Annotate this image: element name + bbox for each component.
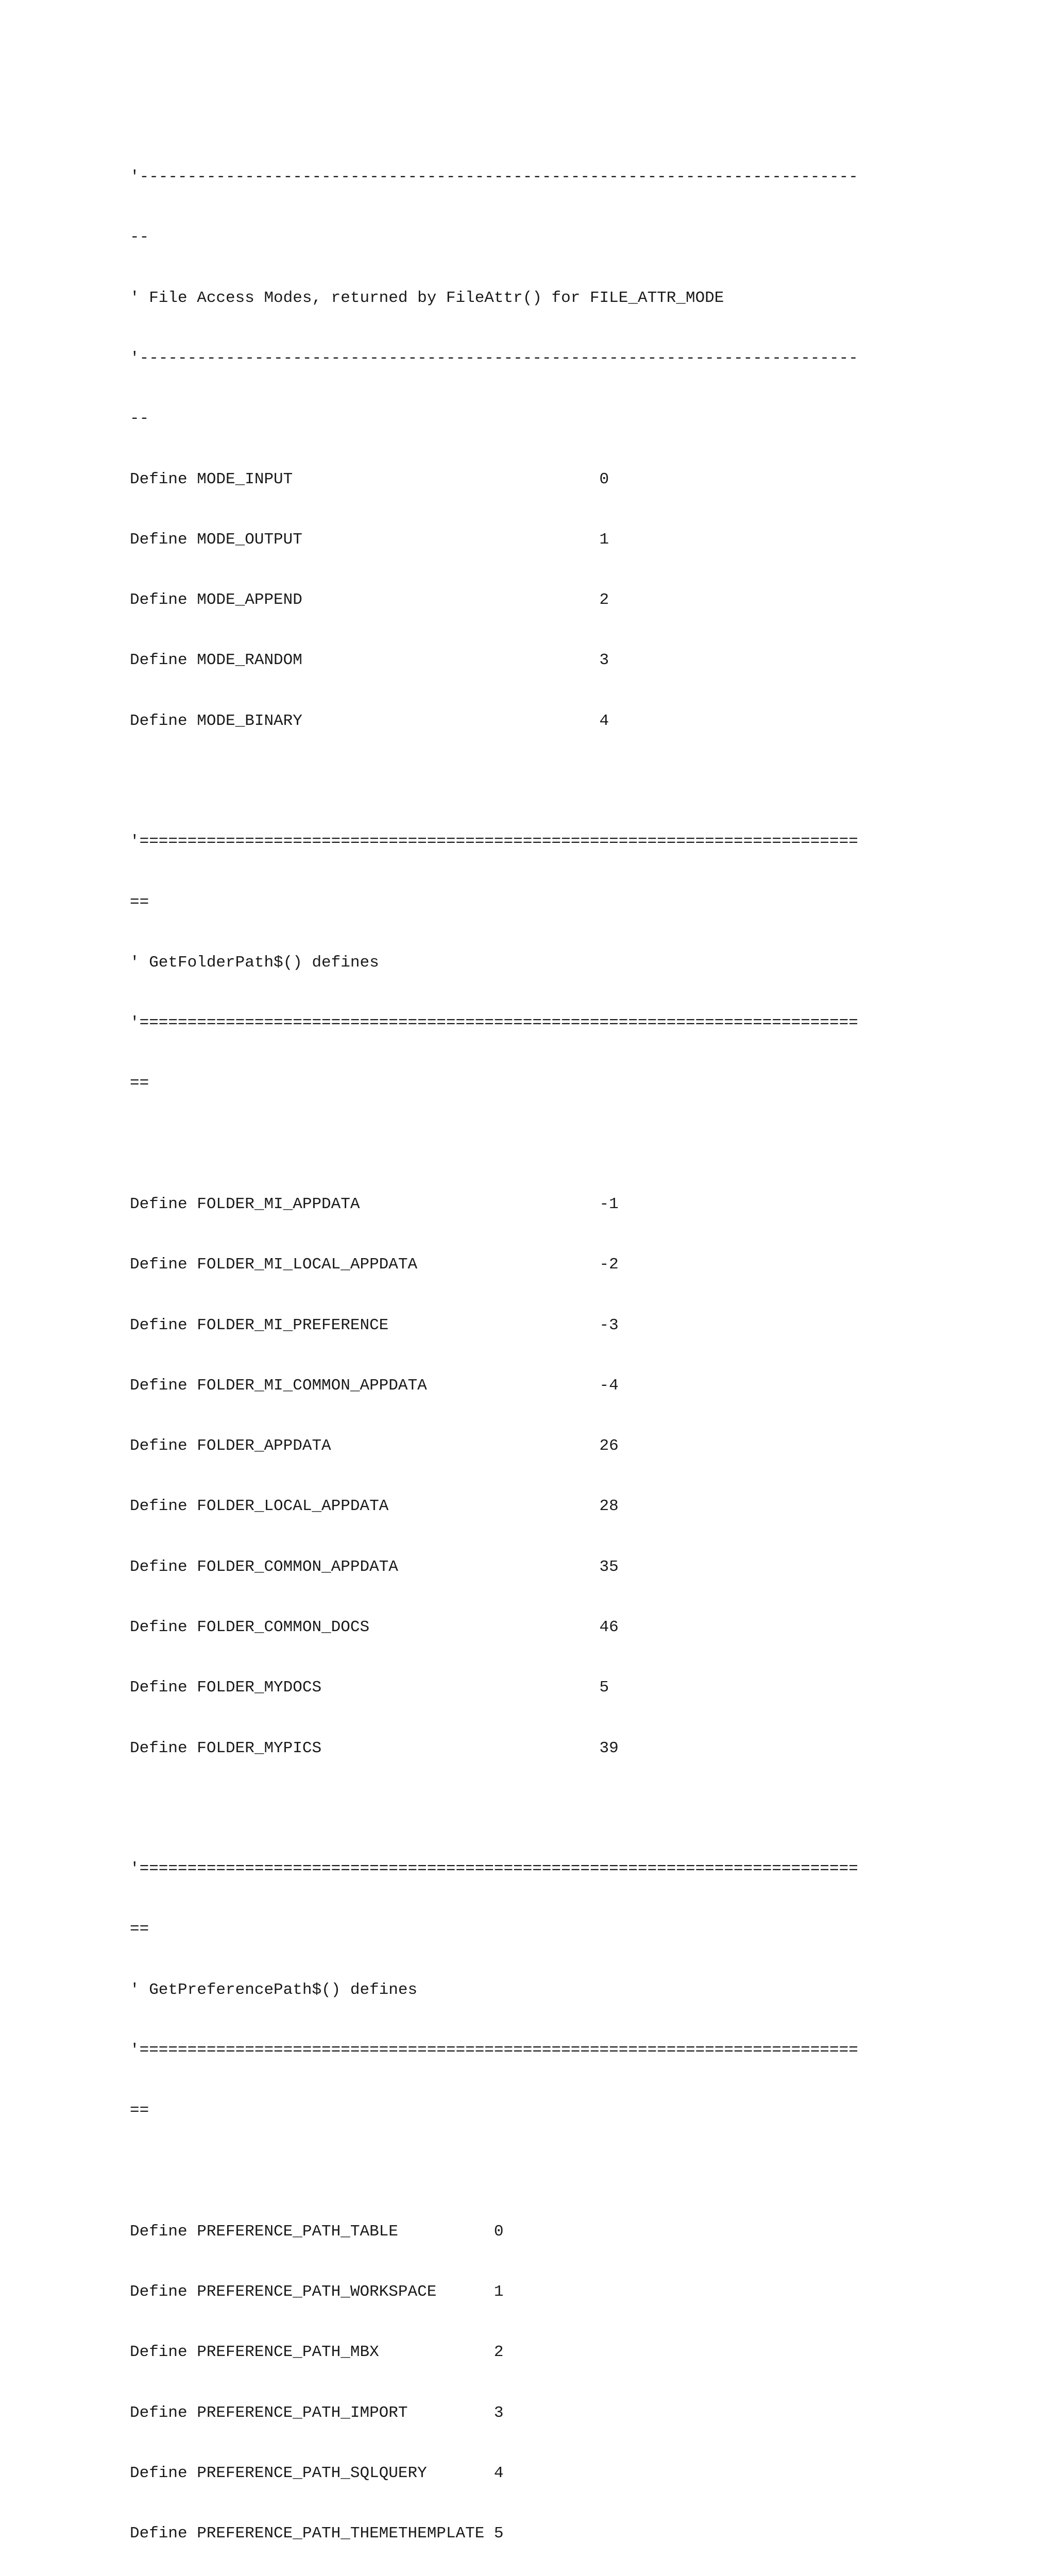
define-line: Define FOLDER_MI_COMMON_APPDATA -4: [130, 1376, 619, 1395]
define-line: Define MODE_BINARY 4: [130, 711, 609, 730]
define-line: Define PREFERENCE_PATH_THEMETHEMPLATE 5: [130, 2524, 504, 2543]
define-line: Define FOLDER_MI_LOCAL_APPDATA -2: [130, 1256, 619, 1274]
define-line: Define FOLDER_MI_PREFERENCE -3: [130, 1316, 619, 1334]
define-line: Define PREFERENCE_PATH_WORKSPACE 1: [130, 2283, 504, 2301]
comment-line: ' GetPreferencePath$() defines: [130, 1980, 418, 1999]
define-line: Define FOLDER_COMMON_APPDATA 35: [130, 1557, 619, 1576]
define-line: Define PREFERENCE_PATH_MBX 2: [130, 2343, 504, 2362]
define-line: Define MODE_RANDOM 3: [130, 651, 609, 670]
comment-line: ' File Access Modes, returned by FileAttr() for FILE_ATTR_MODE: [130, 289, 724, 307]
separator-line: '===========================================================================: [130, 1860, 858, 1878]
define-line: Define FOLDER_APPDATA 26: [130, 1437, 619, 1455]
define-line: Define FOLDER_MI_APPDATA -1: [130, 1195, 619, 1213]
separator-line: '---------------------------------------------------------------------------: [130, 168, 858, 187]
separator-line-continuation: ==: [130, 1920, 149, 1939]
comment-line: ' GetFolderPath$() defines: [130, 953, 379, 972]
separator-line: '===========================================================================: [130, 2041, 858, 2059]
define-line: Define PREFERENCE_PATH_IMPORT 3: [130, 2403, 504, 2422]
blank-line: [130, 1799, 944, 1819]
code-listing: [130, 127, 944, 2576]
separator-line-continuation: ==: [130, 2102, 149, 2120]
define-line: Define PREFERENCE_PATH_TABLE 0: [130, 2222, 504, 2241]
separator-line: '---------------------------------------------------------------------------: [130, 349, 858, 368]
separator-line-continuation: ==: [130, 893, 149, 911]
define-line: Define MODE_APPEND 2: [130, 591, 609, 609]
blank-line: [130, 1134, 944, 1154]
define-line: Define MODE_INPUT 0: [130, 470, 609, 488]
define-line: Define FOLDER_COMMON_DOCS 46: [130, 1618, 619, 1636]
define-line: Define MODE_OUTPUT 1: [130, 530, 609, 549]
define-line: Define FOLDER_MYDOCS 5: [130, 1679, 609, 1697]
separator-line: '===========================================================================: [130, 1014, 858, 1032]
separator-line-continuation: --: [130, 228, 149, 247]
blank-line: [130, 2161, 944, 2181]
define-line: Define FOLDER_LOCAL_APPDATA 28: [130, 1497, 619, 1516]
define-line: Define FOLDER_MYPICS 39: [130, 1739, 619, 1757]
define-line: Define PREFERENCE_PATH_SQLQUERY 4: [130, 2464, 504, 2482]
separator-line-continuation: ==: [130, 1074, 149, 1093]
blank-line: [130, 771, 944, 791]
separator-line-continuation: --: [130, 410, 149, 428]
separator-line: '===========================================================================: [130, 833, 858, 851]
